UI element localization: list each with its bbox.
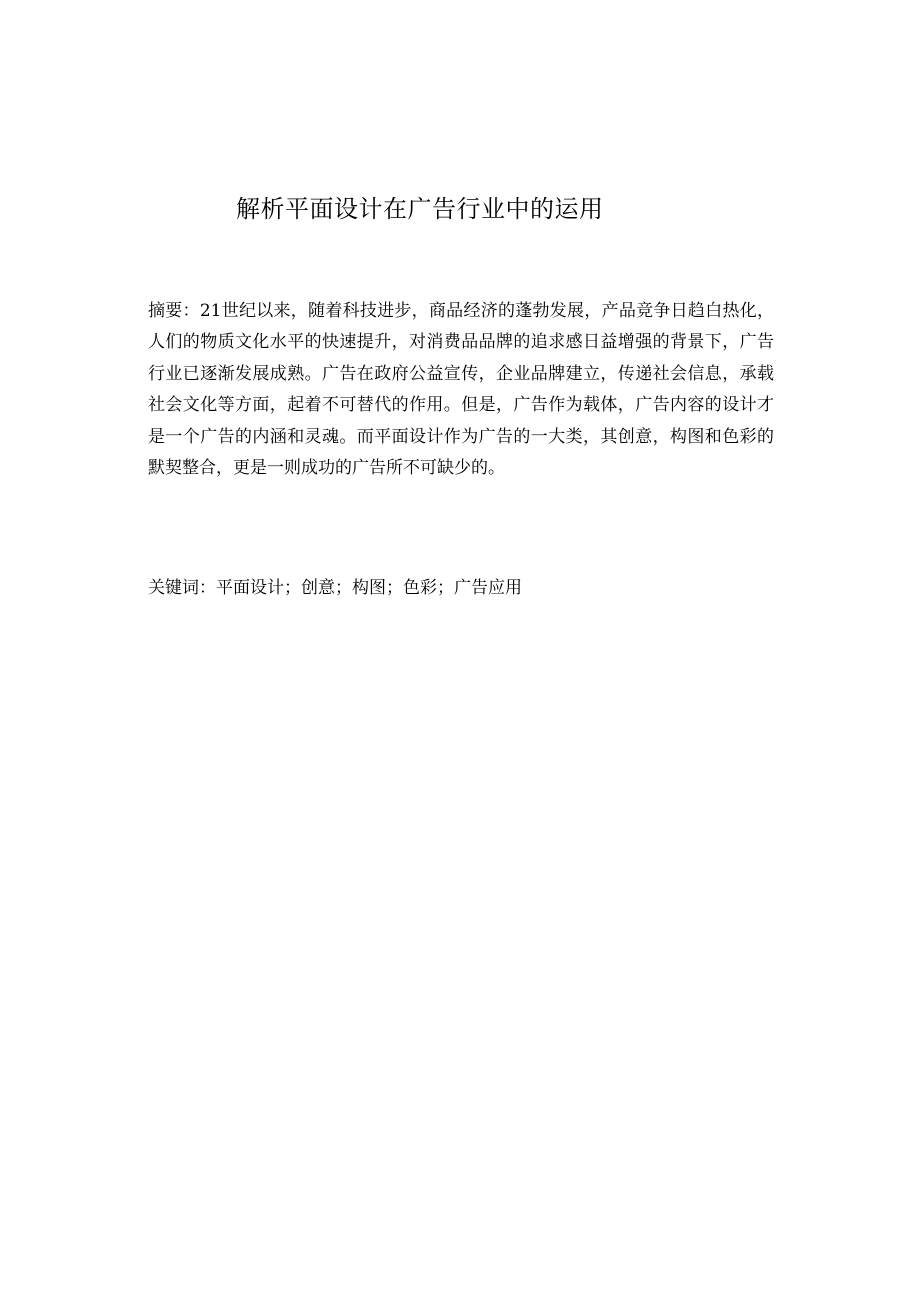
keywords-text: 平面设计；创意；构图；色彩；广告应用 — [216, 578, 522, 598]
abstract-label: 摘要： — [148, 301, 200, 321]
keywords-line — [148, 574, 774, 602]
document-title: 解析平面设计在广告行业中的运用 — [236, 195, 604, 223]
abstract-paragraph — [148, 296, 774, 484]
keywords-label: 关键词： — [148, 578, 216, 598]
abstract-text: 21世纪以来，随着科技进步，商品经济的蓬勃发展，产品竞争日趋白热化，人们的物质文化水平的快速提升，对消费品品牌的追求感日益增强的背景下，广告行业已逐渐发展成熟。广告在政府公益宣传，企业品牌建立，传递社会信息，承载社会文化等方面，起着不可替代的作用。但是，广告作为载体，广告内容的设计才是一个广告的内涵和灵魂。而平面设计作为广告的一大类，其创意，构图和色彩的默契整合，更是一则成功的广告所不可缺少的。 — [148, 301, 774, 479]
